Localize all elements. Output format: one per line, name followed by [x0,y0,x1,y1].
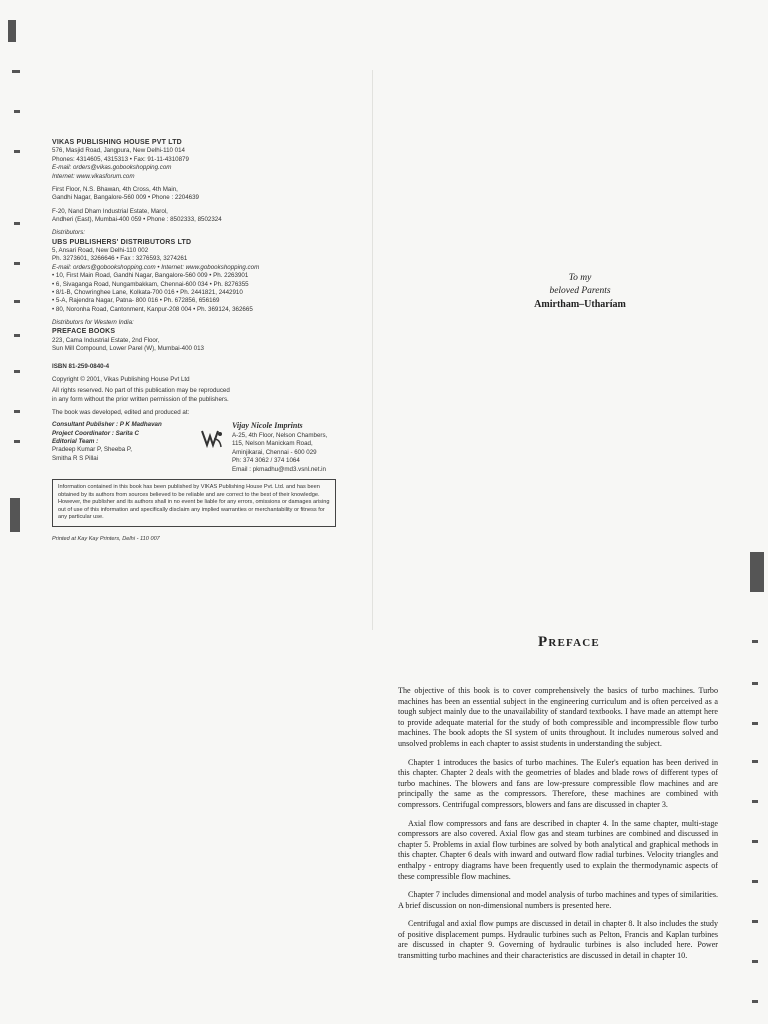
scan-mark [14,370,20,373]
dedication-line: To my [568,273,592,283]
copyright-line: Copyright © 2001, Vikas Publishing House Pvt Ltd [52,375,190,383]
scan-mark [752,920,758,923]
distributor-line: • 10, First Main Road, Gandhi Nagar, Bangalore-560 009 • Ph. 2263901 [52,272,249,280]
scan-mark [752,722,758,725]
imprint-line: Aminjikarai, Chennai - 600 029 [232,448,317,456]
scan-mark [752,682,758,685]
credit-line: Smitha R S Pillai [52,454,99,462]
branch-line: F-20, Nand Dham Industrial Estate, Marol, [52,207,168,215]
western-name: PREFACE BOOKS [52,328,116,336]
imprint-logo-icon [200,427,224,451]
distributor-line: • 80, Noronha Road, Cantonment, Kanpur-208 004 • Ph. 369124, 362665 [52,305,253,313]
publisher-website: Internet: www.vikasforum.com [52,172,135,180]
western-line: Sun Mill Compound, Lower Parel (W), Mumbai-400 013 [52,345,205,353]
branch-line: Andheri (East), Mumbai-400 059 • Phone : 8502333, 8502324 [52,215,222,223]
preface-paragraph: Centrifugal and axial flow pumps are discussed in detail in chapter 8. It also includes the study of positive displacement pumps. Hydraulic turbines such as Pelton, Francis and Kaplan turbines are discussed in chapter 9. Governing of hydraulic turbines is also included here. Power transmitting turbo machines and their characteristics are discussed in detail in chapter 10. [398,919,718,961]
credit-line: Pradeep Kumar P, Sheeba P, [52,446,132,454]
western-distributor-block [52,319,337,354]
western-line: 223, Cama Industrial Estate, 2nd Floor, [52,336,160,344]
rights-line: in any form without the prior written permission of the publishers. [52,395,229,403]
western-label: Distributors for Western India: [52,318,134,326]
scan-mark [14,262,20,265]
scan-mark [12,70,20,73]
scan-mark [752,960,758,963]
preface-paragraph: The objective of this book is to cover comprehensively the basics of turbo machines. Turbo machines has been an essential subject in the engineering curriculum and is often perceived as a tough subject mainly due to the unavailability of standard textbooks. I have made an attempt here to provide adequate material for the study of both compressible and incompressible flow turbo machines. The book adopts the SI system of units throughout. It includes numerous solved and unsolved problems in each chapter to assist students in understanding the subject. [398,686,718,748]
imprint-line: Ph: 374 3062 / 374 1064 [232,457,300,465]
credit-line: Consultant Publisher : P K Madhavan [52,421,162,429]
scan-mark [750,552,764,592]
credit-line: Editorial Team : [52,438,99,446]
distributor-line: E-mail: orders@gobookshopping.com • Internet: www.gobookshopping.com [52,263,260,271]
scan-mark [8,20,16,42]
preface-paragraph: Axial flow compressors and fans are described in chapter 4. In the same chapter, multi-stage compressors are also covered. Axial flow gas and steam turbines are combined and discussed in chapter 5. Problems in axial flow turbines are solved by both analytical and graphical methods in this chapter. Chapter 6 deals with inward and outward flow radial turbines. Velocity triangles and enthalpy - entropy diagrams have been frequently used to explain the thermodynamic aspects of these compressible flow machines. [398,818,718,881]
publisher-email: E-mail: orders@vikas.gobookshopping.com [52,164,172,172]
imprint-name: Vijay Nicole Imprints [232,421,303,431]
distributor-line: 5, Ansari Road, New Delhi-110 002 [52,247,149,255]
disclaimer-box: Information contained in this book has been published by VIKAS Publishing House Pvt. Ltd. and has been obtained by its authors from sources believed to be reliable and are correct to the best of their knowledge. However, the publisher and its authors shall in no event be liable for any errors, omissions or damages arising out of use of this information and specifically disclaim any implied warranties or merchantability or fitness for any particular use. [52,479,336,527]
publisher-phones: Phones: 4314605, 4315313 • Fax: 91-11-4310879 [52,155,189,163]
scan-edge-left [0,0,20,1024]
scan-mark [14,410,20,413]
preface-title: Preface [538,634,600,650]
publisher-block [52,138,337,181]
dedication [500,272,660,312]
scan-mark [752,760,758,763]
copyright-page [52,138,337,544]
publisher-address: 576, Masjid Road, Jangpura, New Delhi-110 014 [52,147,185,155]
distributors-label: Distributors: [52,229,86,237]
imprint-line: Email : pkmadhu@md3.vsnl.net.in [232,465,326,473]
rights-line: All rights reserved. No part of this publication may be reproduced [52,387,230,395]
scan-mark [14,440,20,443]
branch-mumbai [52,208,337,225]
printer-line: Printed at Kay Kay Printers, Delhi - 110 007 [52,536,160,543]
branch-line: Gandhi Nagar, Bangalore-560 009 • Phone : 2204639 [52,194,199,202]
imprint-line: A-25, 4th Floor, Nelson Chambers, [232,432,328,440]
preface-body [398,686,718,970]
publisher-name: VIKAS PUBLISHING HOUSE PVT LTD [52,139,182,146]
preface-paragraph: Chapter 7 includes dimensional and model analysis of turbo machines and types of similarities. A brief discussion on non-dimensional numbers is presented here. [398,890,718,910]
scan-mark [14,222,20,225]
scan-mark [14,110,20,113]
page-fold-line [372,70,373,630]
scan-edge-right [748,0,768,1024]
imprint-block [232,421,342,474]
rights-block [52,376,337,404]
branch-bangalore [52,186,337,203]
imprint-line: 115, Nelson Manickam Road, [232,440,313,448]
distributor-line: • 8/1-B, Chowringhee Lane, Kolkata-700 016 • Ph. 2441821, 2442910 [52,288,243,296]
credit-line: Project Coordinator : Sarita C [52,429,139,437]
scan-mark [10,498,20,532]
dedication-line: beloved Parents [549,286,611,296]
distributors-name: UBS PUBLISHERS' DISTRIBUTORS LTD [52,238,192,246]
developed-by: The book was developed, edited and produced at: [52,408,190,416]
dedication-names: Amirtham–Utharíam [534,299,626,310]
distributor-line: • 6, Sivaganga Road, Nungambakkam, Chennai-600 034 • Ph. 8276355 [52,280,249,288]
scan-mark [752,640,758,643]
isbn: ISBN 81-259-0840-4 [52,362,110,370]
scan-mark [752,880,758,883]
scan-mark [752,1000,758,1003]
preface-paragraph: Chapter 1 introduces the basics of turbo machines. The Euler's equation has been derived in this chapter. Chapter 2 deals with the geometries of blades and blade rows of different types of turbo machines. The blowers and fans are low-pressure compressible flow machines and are principally the same as the compressors. Therefore, these machines are combined with compressors. Centrifugal compressors, blowers and fans are discussed in chapter 3. [398,757,718,809]
editorial-credits [52,421,202,463]
scan-mark [14,334,20,337]
credits-block [52,421,337,473]
isbn-block [52,363,337,371]
distributor-line: • 5-A, Rajendra Nagar, Patna- 800 016 • Ph. 672856, 656169 [52,297,220,305]
scan-mark [14,150,20,153]
branch-line: First Floor, N.S. Bhawan, 4th Cross, 4th Main, [52,185,178,193]
scan-mark [752,840,758,843]
scan-mark [14,300,20,303]
scan-mark [752,800,758,803]
distributor-line: Ph. 3273601, 3266646 • Fax : 3276593, 3274261 [52,255,188,263]
distributors-block [52,229,337,314]
